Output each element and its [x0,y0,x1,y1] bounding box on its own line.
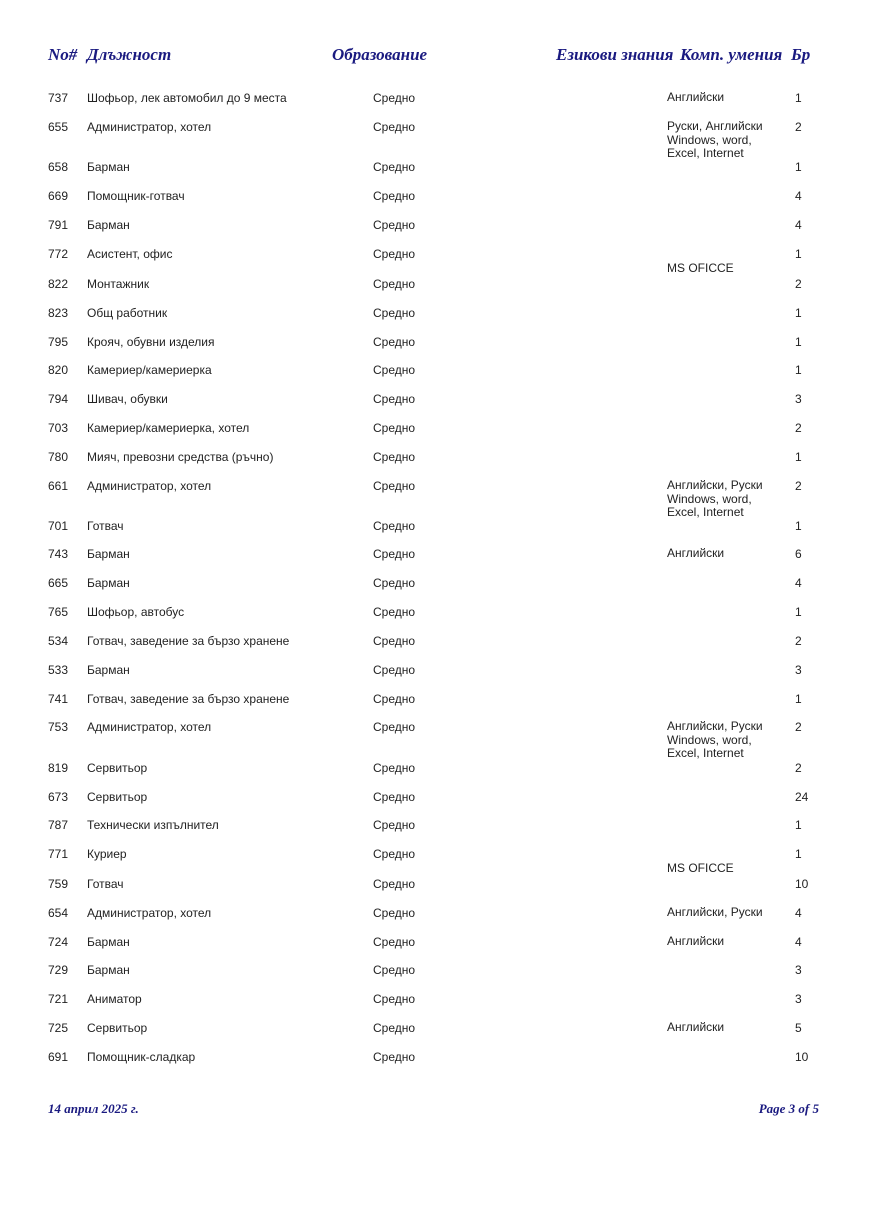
row-count: 1 [795,335,802,349]
row-education: Средно [373,906,416,920]
row-education: Средно [373,306,416,320]
row-education: Средно [373,663,416,677]
row-count: 10 [795,1050,809,1064]
row-position: Барман [87,663,130,677]
row-position: Камериер/камериерка [87,363,212,377]
row-education: Средно [373,877,416,891]
row-education: Средно [373,761,416,775]
row-number: 822 [48,277,69,291]
header-languages: Езикови знания [556,45,674,64]
row-position: Готвач, заведение за бързо хранене [87,634,290,648]
row-number: 691 [48,1050,69,1064]
row-number: 665 [48,576,69,590]
row-number: 741 [48,692,69,706]
row-position: Готвач [87,877,124,891]
row-education: Средно [373,479,416,493]
row-count: 5 [795,1021,802,1035]
row-count: 1 [795,247,802,261]
row-number: 703 [48,421,69,435]
row-number: 534 [48,634,69,648]
row-education: Средно [373,720,416,734]
row-education: Средно [373,1021,416,1035]
row-education: Средно [373,847,416,861]
row-education: Средно [373,450,416,464]
row-number: 819 [48,761,69,775]
header-computer-skills: Комп. умения [680,45,783,64]
row-position: Крояч, обувни изделия [87,335,215,349]
row-count: 2 [795,277,802,291]
row-languages: Английски [667,90,725,104]
row-count: 1 [795,692,802,706]
row-position: Шофьор, лек автомобил до 9 места [87,91,287,105]
row-education: Средно [373,160,416,174]
row-position: Сервитьор [87,790,148,804]
row-number: 743 [48,547,69,561]
row-count: 2 [795,479,802,493]
row-count: 4 [795,906,802,920]
row-education: Средно [373,935,416,949]
row-position: Администратор, хотел [87,720,212,734]
row-education: Средно [373,421,416,435]
row-number: 794 [48,392,69,406]
row-count: 2 [795,720,802,734]
row-position: Барман [87,547,130,561]
row-education: Средно [373,247,416,261]
header-count: Бр [791,45,811,64]
row-position: Технически изпълнител [87,818,219,832]
row-number: 655 [48,120,69,134]
row-number: 780 [48,450,69,464]
row-number: 701 [48,519,69,533]
row-education: Средно [373,634,416,648]
row-position: Сервитьор [87,1021,148,1035]
row-education: Средно [373,576,416,590]
row-position: Барман [87,160,130,174]
row-number: 771 [48,847,69,861]
row-education: Средно [373,605,416,619]
row-education: Средно [373,91,416,105]
row-number: 661 [48,479,69,493]
row-education: Средно [373,335,416,349]
footer-date: 14 април 2025 г. [48,1101,139,1116]
row-education: Средно [373,363,416,377]
row-education: Средно [373,790,416,804]
row-count: 1 [795,160,802,174]
row-education: Средно [373,392,416,406]
row-count: 1 [795,91,802,105]
row-number: 787 [48,818,69,832]
row-languages: Английски, Руски [667,905,763,919]
row-count: 2 [795,421,802,435]
header-no: No# [48,45,78,64]
row-position: Общ работник [87,306,168,320]
row-position: Барман [87,218,130,232]
row-number: 759 [48,877,69,891]
row-position: Сервитьор [87,761,148,775]
row-education: Средно [373,992,416,1006]
row-count: 1 [795,605,802,619]
row-count: 1 [795,450,802,464]
row-position: Барман [87,963,130,977]
row-languages: Английски, Руски Windows, word, Excel, Internet [667,478,763,519]
row-count: 2 [795,634,802,648]
row-position: Помощник-готвач [87,189,185,203]
header-education: Образование [332,45,428,64]
row-languages: Английски [667,1020,725,1034]
row-education: Средно [373,963,416,977]
row-languages: Английски [667,934,725,948]
row-number: 795 [48,335,69,349]
row-education: Средно [373,120,416,134]
row-education: Средно [373,189,416,203]
row-number: 673 [48,790,69,804]
row-number: 765 [48,605,69,619]
row-count: 2 [795,761,802,775]
row-position: Барман [87,935,130,949]
row-position: Администратор, хотел [87,120,212,134]
row-number: 654 [48,906,69,920]
row-education: Средно [373,818,416,832]
row-education: Средно [373,218,416,232]
footer-page-number: Page 3 of 5 [758,1101,819,1116]
row-position: Барман [87,576,130,590]
row-position: Монтажник [87,277,150,291]
row-position: Асистент, офис [87,247,173,261]
row-count: 1 [795,847,802,861]
row-education: Средно [373,547,416,561]
row-education: Средно [373,277,416,291]
row-number: 772 [48,247,69,261]
row-count: 1 [795,519,802,533]
row-number: 725 [48,1021,69,1035]
computer-skills-note: MS OFICCE [667,261,734,275]
row-languages: Английски, Руски Windows, word, Excel, Internet [667,719,763,760]
row-count: 24 [795,790,809,804]
row-number: 791 [48,218,69,232]
row-count: 4 [795,218,802,232]
row-number: 721 [48,992,69,1006]
row-count: 10 [795,877,809,891]
row-count: 4 [795,935,802,949]
row-position: Помощник-сладкар [87,1050,196,1064]
row-number: 737 [48,91,69,105]
row-education: Средно [373,692,416,706]
row-position: Шофьор, автобус [87,605,185,619]
row-position: Камериер/камериерка, хотел [87,421,250,435]
row-number: 729 [48,963,69,977]
row-number: 658 [48,160,69,174]
computer-skills-note: MS OFICCE [667,861,734,875]
row-count: 3 [795,663,802,677]
row-education: Средно [373,519,416,533]
row-position: Шивач, обувки [87,392,168,406]
row-position: Готвач [87,519,124,533]
row-count: 3 [795,992,802,1006]
header-job: Длъжност [87,45,172,64]
row-count: 1 [795,818,802,832]
row-position: Мияч, превозни средства (ръчно) [87,450,274,464]
row-number: 753 [48,720,69,734]
row-number: 533 [48,663,69,677]
row-count: 1 [795,363,802,377]
row-count: 4 [795,576,802,590]
row-number: 820 [48,363,69,377]
row-languages: Руски, Английски Windows, word, Excel, Internet [667,119,763,160]
row-languages: Английски [667,546,725,560]
row-count: 4 [795,189,802,203]
row-education: Средно [373,1050,416,1064]
row-position: Куриер [87,847,127,861]
row-number: 724 [48,935,69,949]
row-position: Аниматор [87,992,142,1006]
row-count: 3 [795,392,802,406]
row-number: 669 [48,189,69,203]
row-count: 1 [795,306,802,320]
row-count: 3 [795,963,802,977]
row-number: 823 [48,306,69,320]
row-position: Администратор, хотел [87,906,212,920]
row-count: 2 [795,120,802,134]
row-position: Готвач, заведение за бързо хранене [87,692,290,706]
row-count: 6 [795,547,802,561]
row-position: Администратор, хотел [87,479,212,493]
